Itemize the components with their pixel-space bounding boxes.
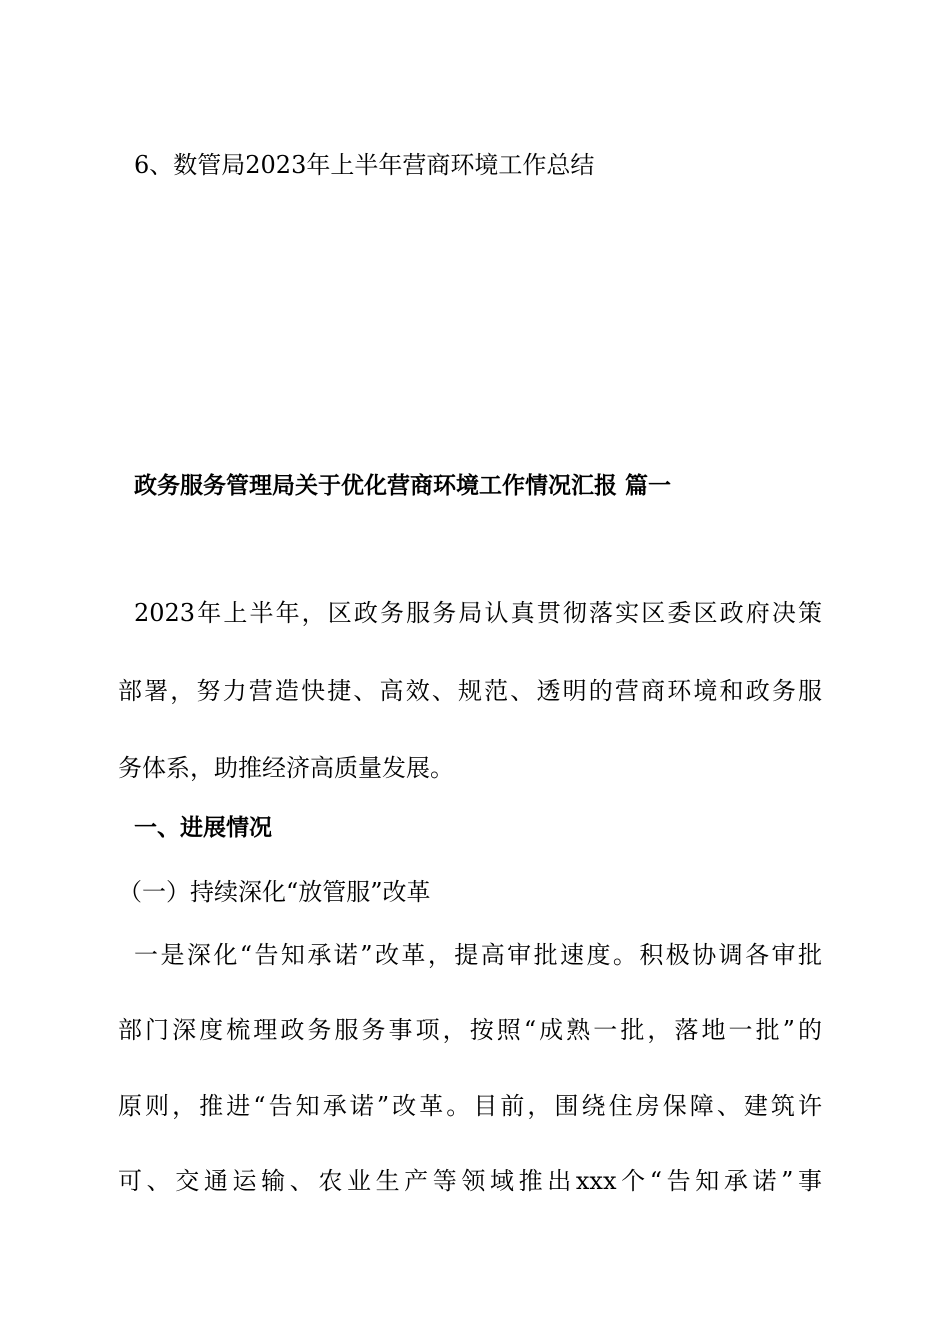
section-title: 政务服务管理局关于优化营商环境工作情况汇报 篇一 <box>134 473 672 499</box>
intro-line-3: 务体系，助推经济高质量发展。 <box>118 754 454 782</box>
para-line-4: 可、交通运输、农业生产等领域推出xxx个“告知承诺”事 <box>118 1167 822 1195</box>
subheading-reform: （一）持续深化“放管服”改革 <box>118 878 431 906</box>
intro-line-1: 2023年上半年，区政务服务局认真贯彻落实区委区政府决策 <box>134 599 822 627</box>
para-line-1: 一是深化“告知承诺”改革，提高审批速度。积极协调各审批 <box>134 941 822 969</box>
para-line-2: 部门深度梳理政务服务事项，按照“成熟一批，落地一批”的 <box>118 1016 822 1044</box>
toc-item-6: 6、数管局2023年上半年营商环境工作总结 <box>134 151 595 179</box>
intro-line-2: 部署，努力营造快捷、高效、规范、透明的营商环境和政务服 <box>118 677 822 705</box>
para-line-3: 原则，推进“告知承诺”改革。目前，围绕住房保障、建筑许 <box>118 1092 822 1120</box>
heading-progress: 一、进展情况 <box>134 815 272 841</box>
